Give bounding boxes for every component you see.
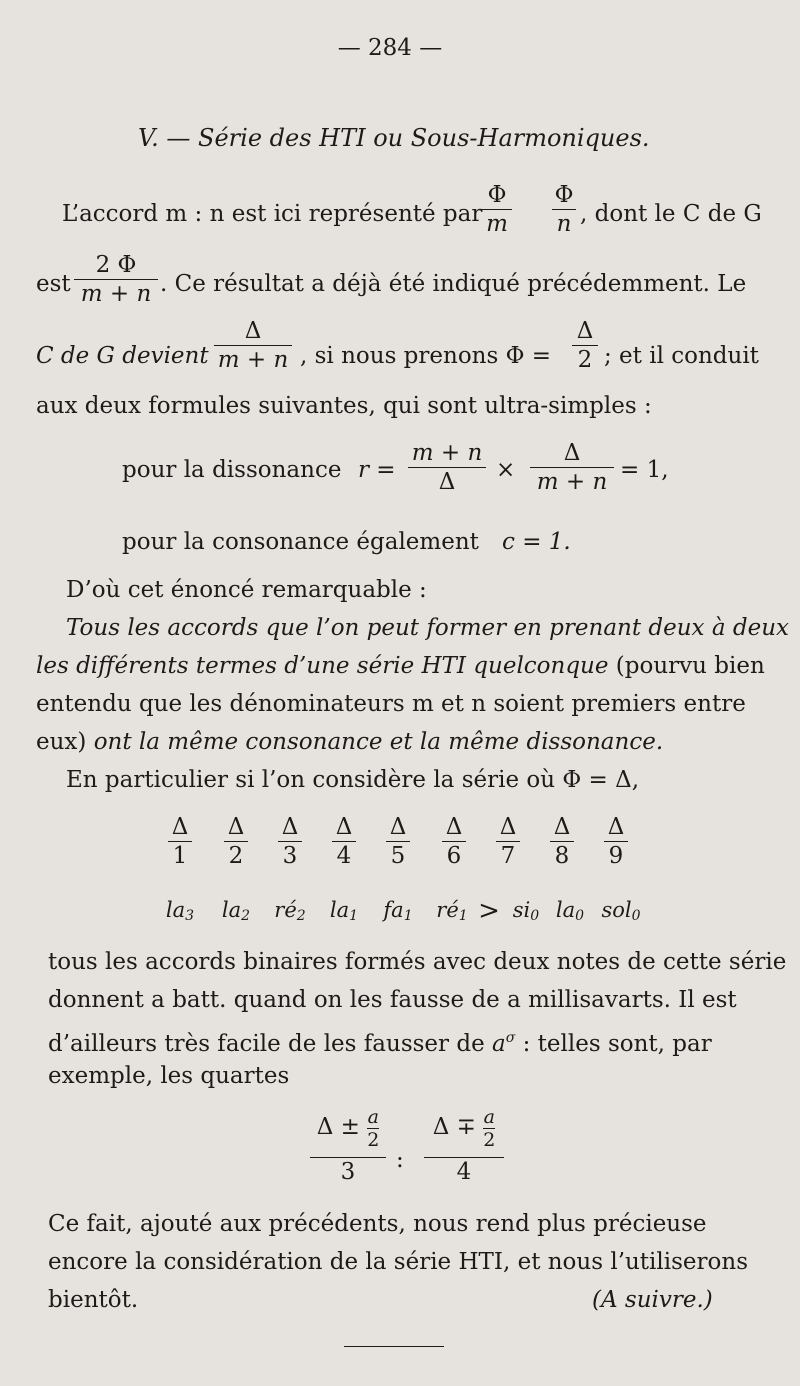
p1-line3-end: ; et il conduit — [604, 343, 759, 369]
page-number: — 284 — — [337, 35, 443, 61]
formula1-frac1: m + n Δ — [408, 440, 486, 495]
p1-line2-end: . Ce résultat a déjà été indiqué précédemment. Le — [160, 271, 747, 297]
greater-than-sign: > — [478, 896, 500, 926]
series-frac-4: Δ 4 — [332, 814, 356, 869]
theorem-line4: eux) ont la même consonance et la même dissonance. — [36, 729, 664, 755]
p5-line2: encore la considération de la série HTI, et nous l’utiliserons — [48, 1249, 748, 1275]
note-label: $fa_1$ — [383, 898, 413, 924]
p1-line1: L’accord m : n est ici représenté par — [62, 201, 483, 227]
p5-line3: bientôt. — [48, 1287, 139, 1313]
p2: D’où cet énoncé remarquable : — [66, 577, 427, 603]
fraction-phi-n: Φ n — [552, 182, 576, 237]
p1-line2-start: est — [36, 271, 71, 297]
quarte-right: Δ ∓ $\frac{a}{2}$ 4 — [424, 1098, 504, 1185]
formula1-times: × — [496, 457, 516, 483]
note-label: $ré_2$ — [274, 898, 306, 924]
fraction-phi-m: Φ m — [482, 182, 512, 237]
section-heading: V. — Série des HTI ou Sous-Harmoniques. — [138, 124, 650, 152]
note-label: $la_3$ — [165, 898, 195, 924]
note-label: $la_1$ — [329, 898, 359, 924]
series-frac-7: Δ 7 — [496, 814, 520, 869]
closing-rule — [344, 1346, 444, 1347]
p4-line1: tous les accords binaires formés avec deux notes de cette série — [48, 949, 787, 975]
formula1-label: pour la dissonance — [122, 457, 342, 483]
formula1-frac2: Δ m + n — [530, 440, 614, 495]
note-label: $la_2$ — [221, 898, 251, 924]
a-suivre: (A suivre.) — [592, 1287, 713, 1313]
p4-line4: exemple, les quartes — [48, 1063, 290, 1089]
p1-line1-end: , dont le C de G — [580, 201, 762, 227]
note-label: $la_0$ — [555, 898, 585, 924]
quarte-left: Δ ± $\frac{a}{2}$ 3 — [310, 1098, 386, 1185]
p4-line2: donnent a batt. quand on les fausse de a millisavarts. Il est — [48, 987, 737, 1013]
formula2-expr: c = 1. — [502, 529, 571, 555]
p1-line3-start: C de G devient — [36, 343, 209, 369]
theorem-line1: Tous les accords que l’on peut former en prenant deux à deux — [66, 615, 789, 641]
theorem-line3: entendu que les dénominateurs m et n soient premiers entre — [36, 691, 746, 717]
note-label: sol$_0$ — [601, 898, 641, 924]
formula1-equals: = 1, — [620, 457, 669, 483]
fraction-delta-2: Δ 2 — [572, 318, 598, 373]
series-frac-9: Δ 9 — [604, 814, 628, 869]
note-label: $ré_1$ — [436, 898, 468, 924]
p3: En particulier si l’on considère la série où Φ = Δ, — [66, 767, 640, 793]
theorem-line2: les différents termes d’une série HTI quelconque (pourvu bien — [36, 653, 765, 679]
p1-line4: aux deux formules suivantes, qui sont ultra-simples : — [36, 393, 652, 419]
series-frac-3: Δ 3 — [278, 814, 302, 869]
quarte-colon: : — [396, 1147, 404, 1173]
note-label: $si_0$ — [512, 898, 540, 924]
formula2-label: pour la consonance également — [122, 529, 479, 555]
series-frac-2: Δ 2 — [224, 814, 248, 869]
p1-line3-mid: , si nous prenons Φ = — [300, 343, 552, 369]
fraction-2phi-m-plus-n: 2 Φ m + n — [74, 252, 158, 307]
series-frac-8: Δ 8 — [550, 814, 574, 869]
series-frac-5: Δ 5 — [386, 814, 410, 869]
fraction-delta-m-plus-n: Δ m + n — [214, 318, 292, 373]
series-frac-1: Δ 1 — [168, 814, 192, 869]
series-frac-6: Δ 6 — [442, 814, 466, 869]
p4-line3: d’ailleurs très facile de les fausser de $a^\sigma$ : telles sont, par — [48, 1030, 712, 1057]
formula1-r: r = — [358, 457, 396, 483]
p5-line1: Ce fait, ajouté aux précédents, nous rend plus précieuse — [48, 1211, 707, 1237]
